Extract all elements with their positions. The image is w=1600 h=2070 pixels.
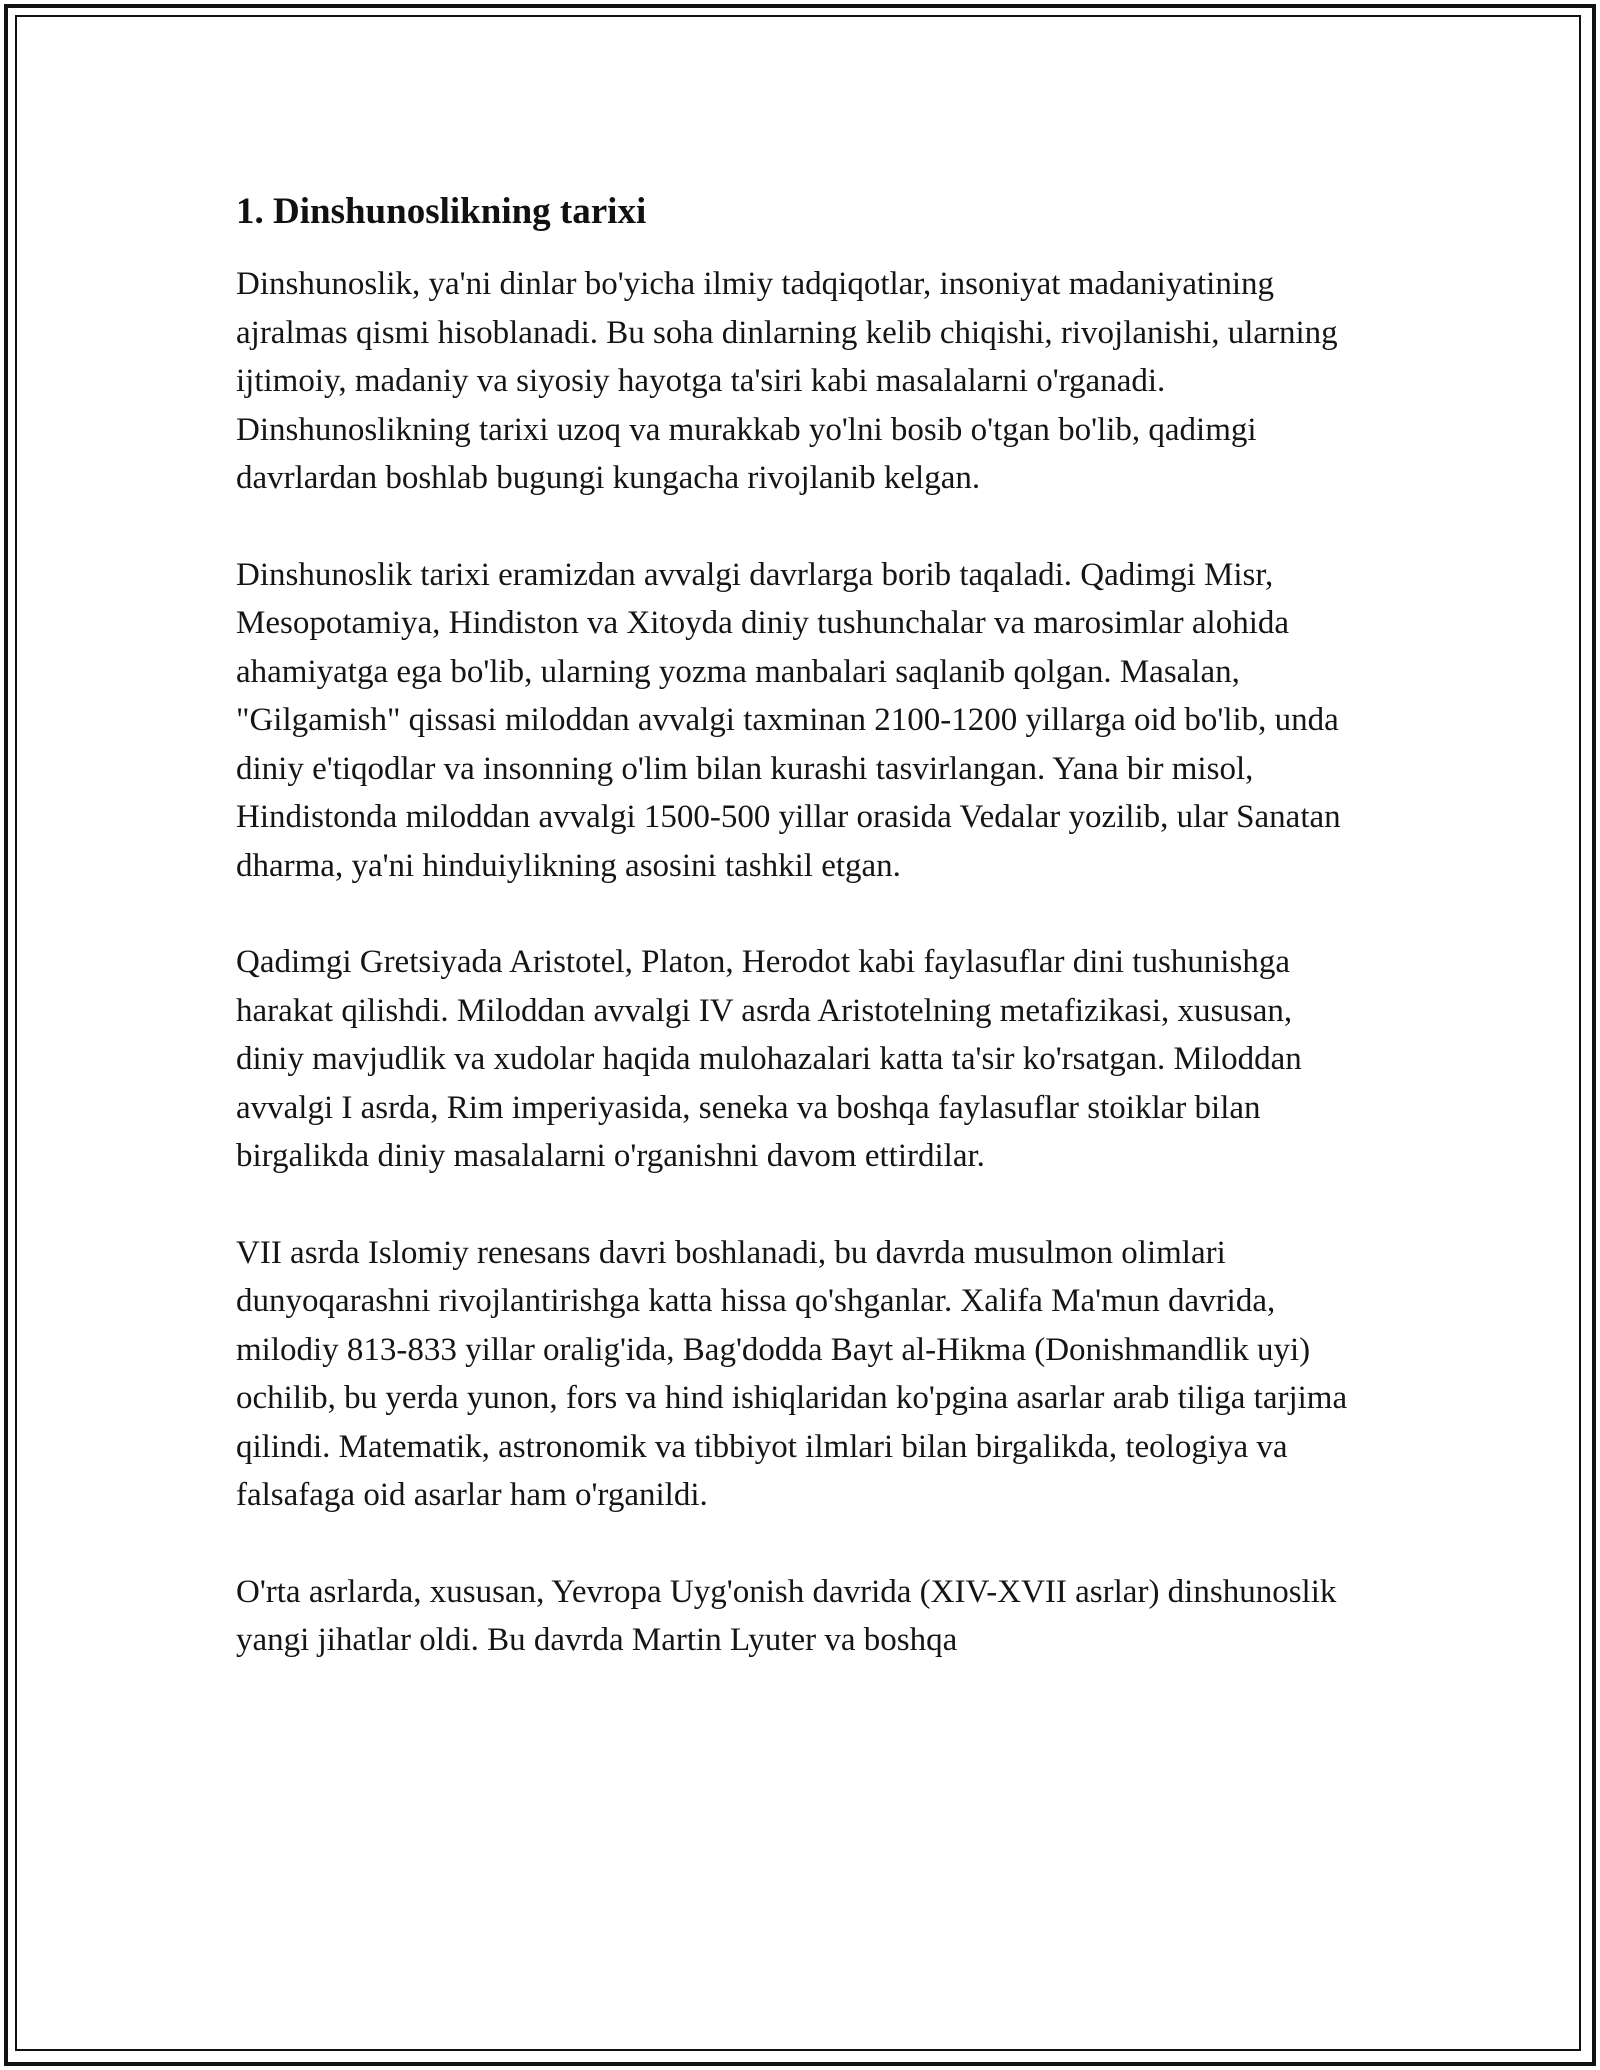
paragraph-ancient-civilizations: Dinshunoslik tarixi eramizdan avvalgi davrlarga borib taqaladi. Qadimgi Misr, Mesopotamiya, Hindiston va Xitoyda diniy tushunchalar va marosimlar alohida ahamiyatga ega bo'lib, ularning yozma manbalari saqlanib qolgan. Masalan, "Gilgamish" qissasi miloddan avvalgi taxminan 2100-1200 yillarga oid bo'lib, unda diniy e'tiqodlar va insonning o'lim bilan kurashi tasvirlangan. Yana bir misol, Hindistonda miloddan avvalgi 1500-500 yillar orasida Vedalar yozilib, ular Sanatan dharma, ya'ni hinduiylikning asosini tashkil etgan. [236,556,1341,884]
section-heading: 1. Dinshunoslikning tarixi [236,191,647,232]
document-body [236,186,1366,1713]
paragraph-middle-ages: O'rta asrlarda, xususan, Yevropa Uyg'onish davrida (XIV-XVII asrlar) dinshunoslik yangi jihatlar oldi. Bu davrda Martin Lyuter va boshqa [236,1573,1337,1658]
paragraph-ancient-greece: Qadimgi Gretsiyada Aristotel, Platon, Herodot kabi faylasuflar dini tushunishga harakat qilishdi. Miloddan avvalgi IV asrda Aristotelning metafizikasi, xususan, diniy mavjudlik va xudolar haqida mulohazalari katta ta'sir ko'rsatgan. Miloddan avvalgi I asrda, Rim imperiyasida, seneka va boshqa faylasuflar stoiklar bilan birgalikda diniy masalalarni o'rganishni davom ettirdilar. [236,944,1302,1174]
paragraph-intro: Dinshunoslik, ya'ni dinlar bo'yicha ilmiy tadqiqotlar, insoniyat madaniyatining ajralmas qismi hisoblanadi. Bu soha dinlarning kelib chiqishi, rivojlanishi, ularning ijtimoiy, madaniy va siyosiy hayotga ta'siri kabi masalalarni o'rganadi. Dinshunoslikning tarixi uzoq va murakkab yo'lni bosib o'tgan bo'lib, qadimgi davrlardan boshlab bugungi kungacha rivojlanib kelgan. [236,266,1338,496]
paragraph-islamic-renaissance: VII asrda Islomiy renesans davri boshlanadi, bu davrda musulmon olimlari dunyoqarashni rivojlantirishga katta hissa qo'shganlar. Xalifa Ma'mun davrida, milodiy 813-833 yillar oralig'ida, Bag'dodda Bayt al-Hikma (Donishmandlik uyi) ochilib, bu yerda yunon, fors va hind ishiqlaridan ko'pgina asarlar arab tiliga tarjima qilindi. Matematik, astronomik va tibbiyot ilmlari bilan birgalikda, teologiya va falsafaga oid asarlar ham o'rganildi. [236,1234,1348,1513]
